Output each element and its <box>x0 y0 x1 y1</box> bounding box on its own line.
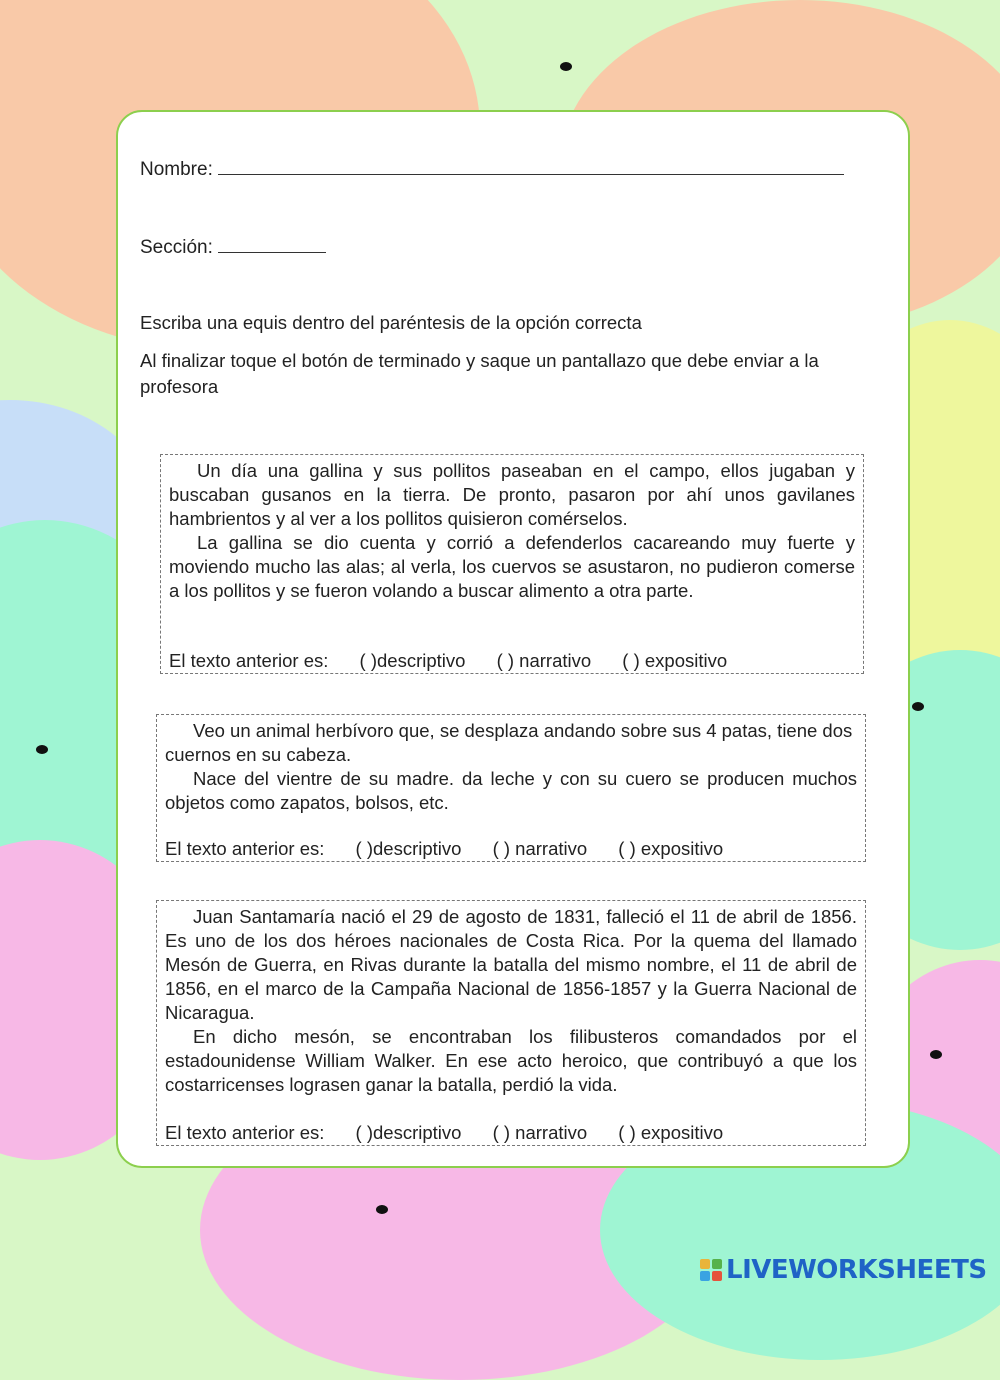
section-row <box>140 234 326 259</box>
logo-grid-icon <box>700 1259 722 1281</box>
option-descriptivo[interactable]: ( )descriptivo <box>355 838 462 859</box>
answer-prompt: El texto anterior es: <box>169 650 329 671</box>
name-field[interactable] <box>218 156 844 175</box>
answer-row <box>169 649 753 673</box>
passage-box-2 <box>156 714 866 862</box>
passage-paragraph: Nace del vientre de su madre. da leche y con su cuero se producen muchos objetos como zapatos, bolsos, etc. <box>165 768 857 813</box>
option-descriptivo[interactable]: ( )descriptivo <box>355 1122 462 1143</box>
worksheet-card <box>116 110 910 1168</box>
passage-paragraph: En dicho mesón, se encontraban los filibusteros comandados por el estadounidense William Walker. En ese acto heroico, que contribuyó a que los costarricenses lograsen ganar la batalla, perdió la vida. <box>165 1026 857 1095</box>
option-expositivo[interactable]: ( ) expositivo <box>618 1122 724 1143</box>
liveworksheets-logo[interactable] <box>700 1255 987 1285</box>
instruction-line-2: Al finalizar toque el botón de terminado y saque un pantallazo que debe enviar a la profesora <box>140 350 819 397</box>
option-descriptivo[interactable]: ( )descriptivo <box>359 650 466 671</box>
option-narrativo[interactable]: ( ) narrativo <box>496 650 592 671</box>
passage-paragraph: Veo un animal herbívoro que, se desplaza andando sobre sus 4 patas, tiene dos cuernos en su cabeza. <box>165 720 853 765</box>
answer-row <box>165 1121 749 1145</box>
decorative-dot <box>560 62 572 71</box>
decorative-dot <box>930 1050 942 1059</box>
logo-text: LIVEWORKSHEETS <box>726 1255 987 1285</box>
answer-prompt: El texto anterior es: <box>165 838 325 859</box>
instruction-line-1: Escriba una equis dentro del paréntesis de la opción correcta <box>140 312 642 333</box>
name-row <box>140 156 844 181</box>
passage-box-3 <box>156 900 866 1146</box>
answer-prompt: El texto anterior es: <box>165 1122 325 1143</box>
passage-box-1 <box>160 454 864 674</box>
decorative-dot <box>376 1205 388 1214</box>
option-expositivo[interactable]: ( ) expositivo <box>618 838 724 859</box>
decorative-dot <box>912 702 924 711</box>
passage-paragraph: Juan Santamaría nació el 29 de agosto de 1831, falleció el 11 de abril de 1856. Es uno de los dos héroes nacionales de Costa Rica. Por la quema del llamado Mesón de Guerra, en Rivas durante la batalla del mismo nombre, el 11 de abril de 1856, en el marco de la Campaña Nacional de 1856-1857 y la Guerra Nacional de Nicaragua. <box>165 906 857 1023</box>
name-label: Nombre: <box>140 159 213 180</box>
passage-paragraph: Un día una gallina y sus pollitos paseaban en el campo, ellos jugaban y buscaban gusanos en la tierra. De pronto, pasaron por ahí unos gavilanes hambrientos y al ver a los pollitos quisieron comérselos. <box>169 460 855 529</box>
option-expositivo[interactable]: ( ) expositivo <box>622 650 728 671</box>
passage-paragraph: La gallina se dio cuenta y corrió a defenderlos cacareando muy fuerte y moviendo mucho las alas; al verla, los cuervos se asustaron, no pudieron comerse a los pollitos y se fueron volando a buscar alimento a otra parte. <box>169 532 855 601</box>
option-narrativo[interactable]: ( ) narrativo <box>492 838 588 859</box>
section-field[interactable] <box>218 234 326 253</box>
section-label: Sección: <box>140 237 213 258</box>
answer-row <box>165 837 749 861</box>
decorative-dot <box>36 745 48 754</box>
option-narrativo[interactable]: ( ) narrativo <box>492 1122 588 1143</box>
